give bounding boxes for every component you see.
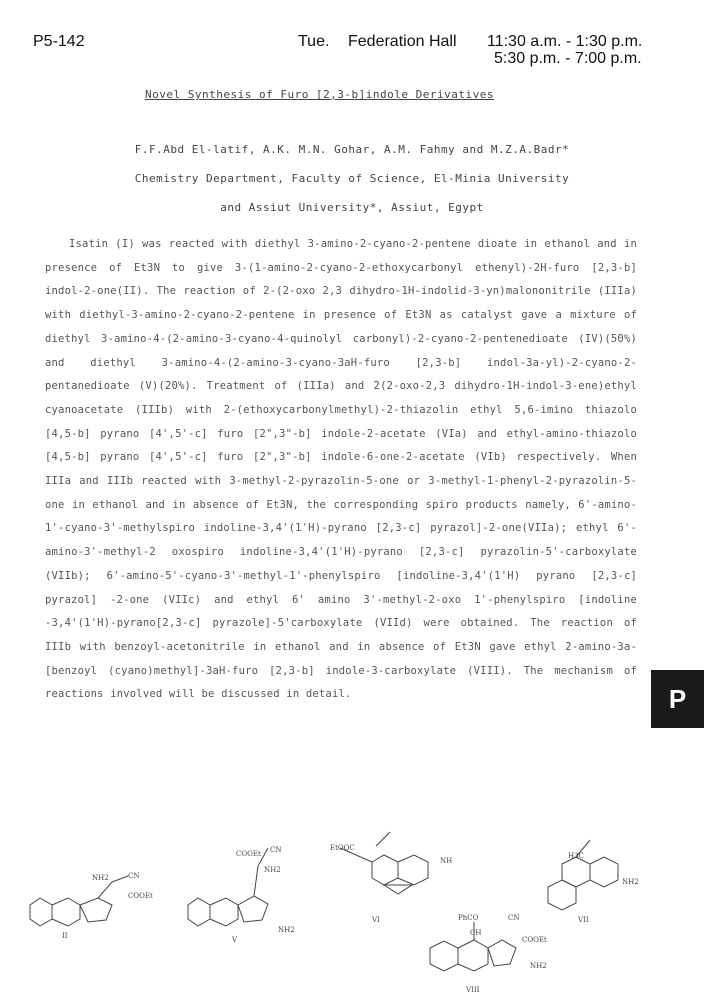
structure-v — [188, 846, 295, 944]
structure-vii — [548, 840, 639, 924]
session-day: Tue. — [298, 33, 330, 50]
session-code: P5-142 — [33, 33, 85, 50]
cn-viii-label: CN — [508, 914, 520, 922]
affiliation-1: Chemistry Department, Faculty of Science, El-Minia University — [134, 172, 570, 185]
cooet-viii-label: COOEt — [522, 936, 547, 944]
structure-viii-label: VIII — [466, 986, 480, 994]
abstract-text: Isatin (I) was reacted with diethyl 3-amino-2-cyano-2-pentene dioate in ethanol and in presence of Et3N to give 3-(1-amino-2-cyano-2-ethoxycarbonyl ethenyl)-2H-furo [2,3-b] indol-2-one(II). The reaction of 2-(2-oxo 2,3 dihydro-1H-indolid-3-yn)malononitrile (IIIa) with diethyl-3-amino-2-cyano-2-pentene in presence of Et3N as catalyst gave a mixture of diethyl 3-amino-4-(2-amino-3-cyano-4-quinolyl carbonyl)-2-cyano-2-pentenedioate (IV)(50%) and diethyl 3-amino-4-(2-amino-3-cyano-3aH-furo [2,3-b] indol-3a-yl)-2-cyano-2-pentanedioate (V)(20%). Treatment of (IIIa) and 2(2-oxo-2,3 dihydro-1H-indol-3-ene)ethyl cyanoacetate (IIIb) with 2-(ethoxycarbonylmethyl)-2-thiazolin ethyl 5,6-imino thiazolo [4,5-b] pyrano [4',5'-c] furo [2",3"-b] indole-2-acetate (VIa) and ethyl-amino-thiazolo [4,5-b] pyrano [4',5'-c] furo [2",3"-b] indole-6-one-2-acetate (VIb) respectively. When IIIa and IIIb reacted with 3-methyl-2-pyrazolin-5-one or 3-methyl-1-phenyl-2-pyrazolin-5-one in ethanol and in absence of Et3N, the corresponding spiro products namely, 6'-amino-1'-cyano-3'-methylspiro indoline-3,4'(1'H)-pyrano [2,3-c] pyrazol]-2-one(VIIa); ethyl 6'-amino-3'-methyl-2 oxospiro indoline-3,4'(1'H)-pyrano [2,3-c] pyrazolin-5'-carboxylate (VIIb); 6'-amino-5'-cyano-3'-methyl-1'-phenylspiro [indoline-3,4'(1'H) pyrano [2,3-c] pyrazol] -2-one (VIIc) and ethyl 6' amino 3'-methyl-2-oxo 1'-phenylspiro [indoline -3,4'(1'H)-pyrano[2,3-c] pyrazole]-5'carboxylate (VIId) were obtained. The reaction of IIIb with benzoyl-acetonitrile in ethanol and in absence of Et3N gave ethyl 2-amino-3a-[benzoyl (cyano)methyl]-3aH-furo [2,3-b] indole-3-carboxylate (VIII). The mechanism of reactions involved will be discussed in detail. — [45, 238, 637, 701]
nh2-v2-label: NH2 — [278, 926, 295, 934]
nh2-vii-label: NH2 — [622, 878, 639, 886]
structure-vi-label: VI — [372, 916, 380, 924]
structure-viii — [430, 914, 547, 994]
cooet-label: COOEt — [128, 892, 153, 900]
authors: F.F.Abd El-latif, A.K. M.N. Gohar, A.M. Fahmy and M.Z.A.Badr* — [134, 143, 570, 156]
nh2-viii-label: NH2 — [530, 962, 547, 970]
structure-v-label: V — [232, 936, 238, 944]
nh-label: NH — [440, 857, 453, 865]
etooc-label: EtOOC — [330, 844, 355, 852]
session-time-2: 5:30 p.m. - 7:00 p.m. — [494, 50, 642, 67]
cn-v-label: CN — [270, 846, 282, 854]
session-location: Federation Hall — [348, 33, 457, 50]
session-time-1: 11:30 a.m. - 1:30 p.m. — [487, 33, 643, 50]
ch-label: CH — [470, 929, 482, 937]
abstract-title: Novel Synthesis of Furo [2,3-b]indole Derivatives — [145, 88, 495, 101]
section-tab-letter: P — [668, 683, 687, 714]
cooet-v-label: COOEt — [236, 850, 261, 858]
nh2-v-label: NH2 — [264, 866, 281, 874]
structure-ii — [30, 872, 153, 940]
h3c-label: H3C — [568, 852, 584, 860]
phco-label: PhCO — [458, 914, 479, 922]
nh2-label: NH2 — [92, 874, 109, 882]
structure-vii-label: VII — [578, 916, 589, 924]
structure-vi — [330, 832, 452, 924]
structure-ii-label: II — [62, 932, 68, 940]
affiliation-2: and Assiut University*, Assiut, Egypt — [220, 201, 484, 214]
cn-label: CN — [128, 872, 140, 880]
